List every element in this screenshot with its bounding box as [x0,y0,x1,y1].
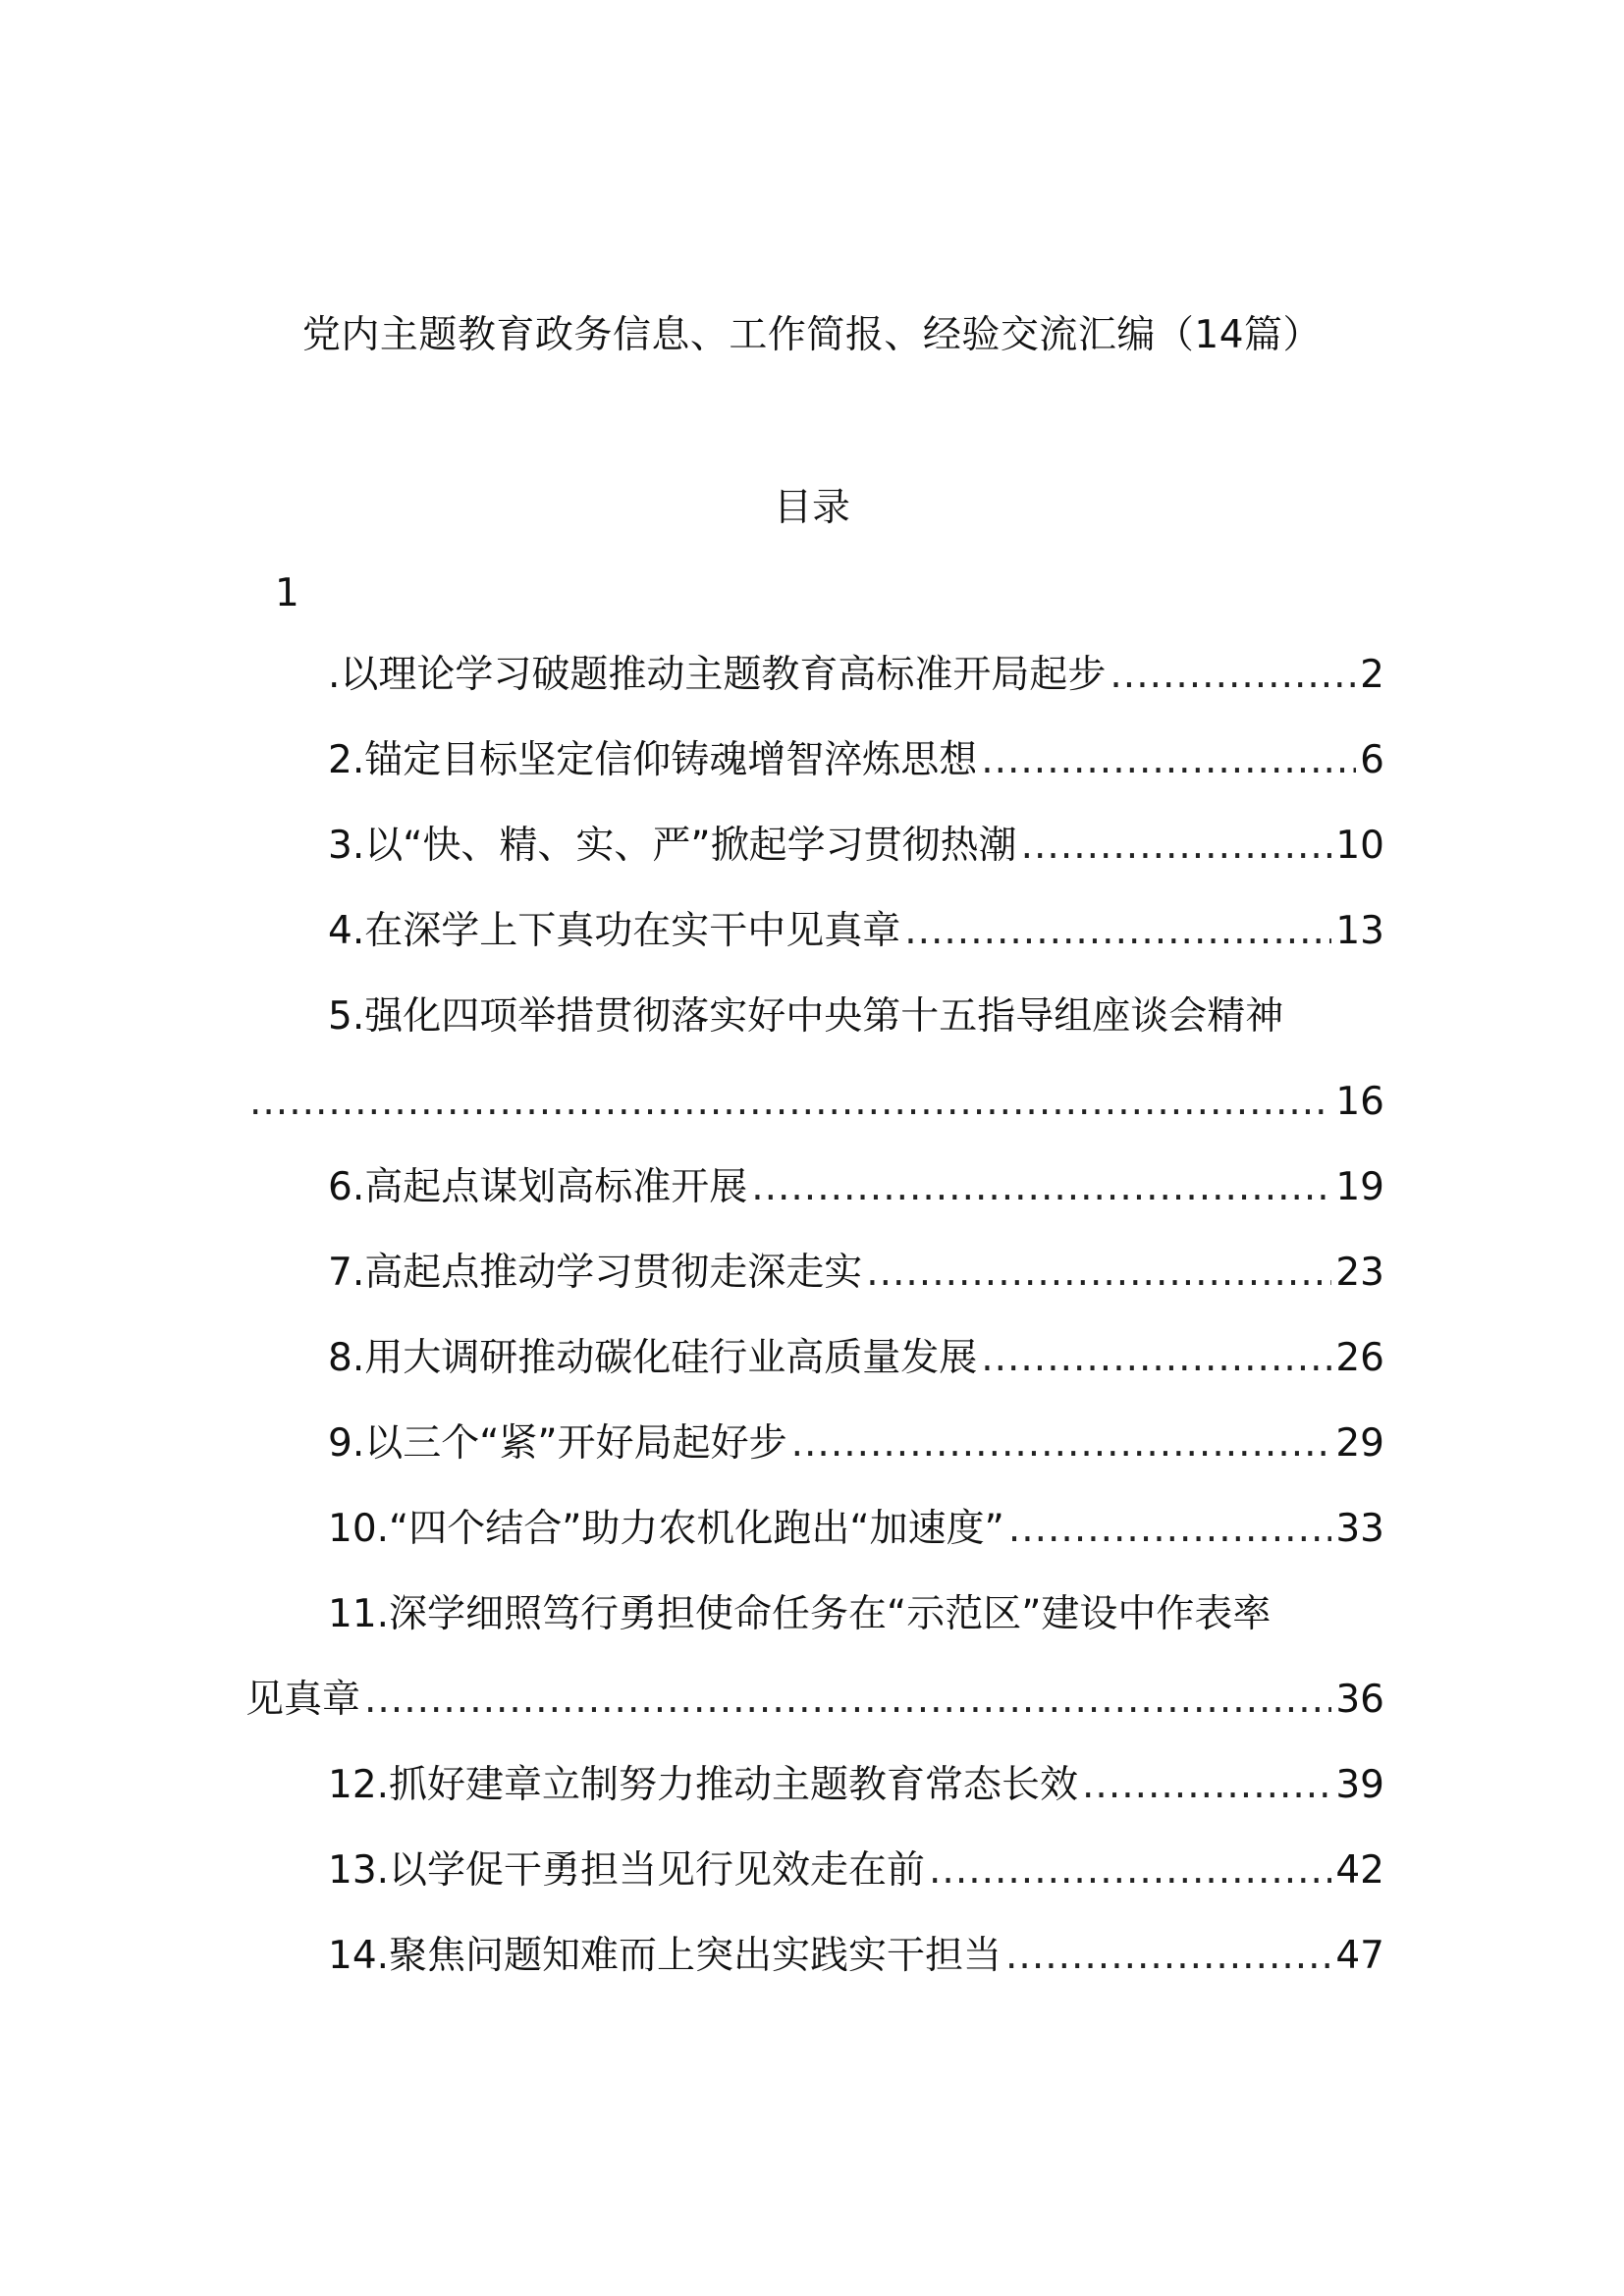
toc-entry-page: 33 [1335,1507,1384,1551]
toc-entry-3[interactable] [245,817,1384,902]
dot-leader [751,1158,1331,1217]
toc-entry-title: 3.以“快、精、实、严”掀起学习贯彻热潮 [328,824,1017,868]
toc-entry-7[interactable] [245,1244,1384,1329]
toc-entry-title: 7.高起点推动学习贯彻走深走实 [328,1251,863,1295]
toc-entry-page: 2 [1360,653,1384,697]
toc-entry-title: 2.锚定目标坚定信仰铸魂增智淬炼思想 [328,738,978,782]
toc-entry-page: 36 [1335,1678,1384,1722]
toc-entry-title: 14.聚焦问题知难而上突出实践实干担当 [328,1934,1002,1978]
dot-leader [866,1244,1331,1303]
toc-entry-page: 47 [1335,1934,1384,1978]
toc-entry-5[interactable] [245,988,1384,1158]
toc-entry-title: 4.在深学上下真功在实干中见真章 [328,909,901,953]
dot-leader [249,1073,1331,1132]
toc-entry-page: 19 [1335,1165,1384,1209]
toc-entry-9[interactable] [245,1415,1384,1500]
dot-leader [791,1415,1332,1473]
toc-entry-page: 13 [1335,909,1384,953]
toc-entry-title-continued: 见真章 [245,1678,361,1722]
toc-entry-title: 8.用大调研推动碳化硅行业高质量发展 [328,1336,978,1380]
dot-leader [1110,646,1356,705]
toc-entry-14[interactable] [245,1927,1384,2012]
toc-entry-title: 9.以三个“紧”开好局起好步 [328,1421,787,1466]
toc-entry-2[interactable] [245,731,1384,817]
document-title: 党内主题教育政务信息、工作简报、经验交流汇编（14篇） [301,313,1323,357]
toc-entry-page: 6 [1360,738,1384,782]
toc-entry-13[interactable] [245,1842,1384,1927]
toc-entry-6[interactable] [245,1158,1384,1244]
toc-entry-page: 10 [1335,824,1384,868]
toc-entry-title: 11.深学细照笃行勇担使命任务在“示范区”建设中作表率 [328,1592,1272,1636]
dot-leader [1005,1927,1331,1986]
toc-entry-10[interactable] [245,1500,1384,1585]
toc-heading: 目录 [773,486,850,530]
toc-entry-11[interactable] [245,1585,1384,1756]
toc-entry-page: 16 [1335,1080,1384,1124]
toc-entry-page: 42 [1335,1848,1384,1893]
toc-entry-page: 29 [1335,1421,1384,1466]
dot-leader [981,1329,1331,1388]
dot-leader [1021,817,1332,876]
dot-leader [1008,1500,1332,1559]
toc-entry-4[interactable] [245,902,1384,988]
dot-leader [929,1842,1331,1900]
toc-prefix-number: 1 [275,571,299,615]
toc-entry-page: 26 [1335,1336,1384,1380]
dot-leader [904,902,1331,961]
dot-leader [981,731,1356,790]
toc-entry-title: 12.抓好建章立制努力推动主题教育常态长效 [328,1763,1079,1807]
toc-entry-1[interactable] [245,646,1384,731]
toc-entry-title: .以理论学习破题推动主题教育高标准开局起步 [328,653,1107,697]
toc-entry-12[interactable] [245,1756,1384,1842]
dot-leader [1082,1756,1331,1815]
toc-entry-title: 6.高起点谋划高标准开展 [328,1165,748,1209]
dot-leader [364,1671,1331,1730]
toc-entry-title: 10.“四个结合”助力农机化跑出“加速度” [328,1507,1004,1551]
toc-entry-title: 5.强化四项举措贯彻落实好中央第十五指导组座谈会精神 [328,994,1284,1039]
toc-entry-title: 13.以学促干勇担当见行见效走在前 [328,1848,926,1893]
toc-entry-8[interactable] [245,1329,1384,1415]
toc-entry-page: 23 [1335,1251,1384,1295]
table-of-contents [245,646,1384,2012]
toc-entry-page: 39 [1335,1763,1384,1807]
